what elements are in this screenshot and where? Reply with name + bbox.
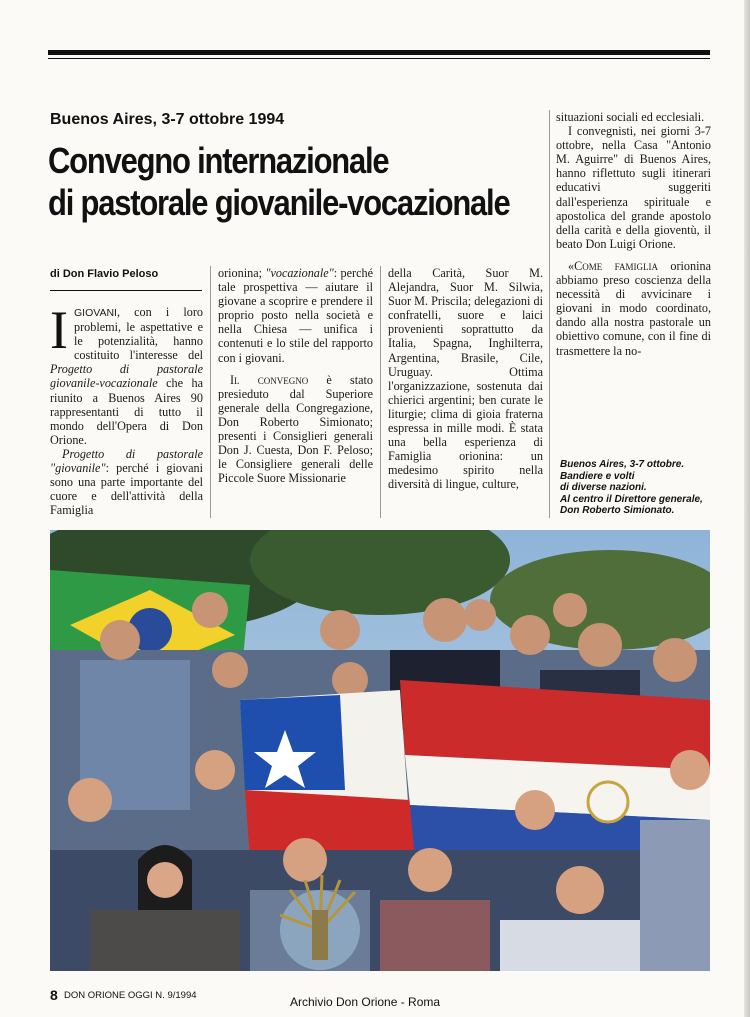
column-2 [218,266,373,485]
title-line-2: di pastorale giovanile-vocazionale [48,182,510,223]
paragraph: Progetto di pastorale "giovanile": perché i giovani sono una parte importante del cuore e dell'attività della Famiglia [50,446,203,518]
column-divider [380,266,381,518]
drop-cap: I [50,300,68,360]
paragraph: della Carità, Suor M. Alejandra, Suor M. Silwia, Suor M. Priscila; delegazioni di confratelli, suore e laici provenienti soprattutto da Italia, Spagna, Inghilterra, Argentina, Brasile, Cile, Uruguay. Ottima l'organizzazione, sostenuta dai chierici argentini; ben curate le liturgie; clima di gioia fraterna espressa in mille modi. È stata una bella esperienza di Famiglia orionina: un medesimo spirito nella diversità di lingue, culture, [388,266,543,492]
paragraph: situazioni sociali ed ecclesiali. [556,110,705,124]
column-divider [549,110,550,518]
photo-caption: Buenos Aires, 3-7 ottobre. Bandiere e volti di diverse nazioni. Al centro il Direttore generale, Don Roberto Simionato. [560,459,703,517]
paragraph: Il convegno è stato presieduto dal Superiore generale della Congregazione, Don Roberto Simionato; presenti i Consiglieri generali Don J. Cuesta, Don F. Peloso; le Consigliere generali delle Piccole Suore Missionarie [218,372,373,486]
page-number: 8 [50,987,58,1003]
group-photo-illustration [50,530,710,971]
page-edge [744,0,750,1017]
lead-word: «Come famiglia [568,258,658,273]
lead-word: Il convegno [230,372,309,387]
paragraph: orionina; "vocazionale": perché tale prospettiva — aiutare il giovane a scoprire e prendere il proprio posto nella società e nella Chiesa — unifica i contenuti e lo stile del rapporto con i giovani. [218,266,373,365]
dateline: Buenos Aires, 3-7 ottobre 1994 [50,111,285,128]
paragraph: IGIOVANI, con i loro problemi, le aspettative e le potenzialità, hanno costituito l'interesse del Progetto di pastorale giovanile-vocazionale che ha riunito a Buenos Aires 90 rappresentanti di tutto il mondo dell'Opera di Don Orione. [50,300,203,447]
top-rule [48,50,710,55]
byline-rule [50,290,202,291]
magazine-issue: DON ORIONE OGGI N. 9/1994 [64,990,197,1001]
column-1 [50,300,203,518]
paragraph: «Come famiglia orionina abbiamo preso coscienza della necessità di avvicinare i giovani in modo coordinato, dando alla nostra pastorale un obiettivo comune, con il fine di trasmettere la no- [556,258,711,358]
column-3 [388,266,543,492]
lead-word: GIOVANI [73,307,117,319]
top-rule-thin [48,58,710,59]
group-photo [50,530,710,971]
title-line-1: Convegno internazionale [48,140,389,181]
archive-credit: Archivio Don Orione - Roma [290,995,441,1009]
column-4 [556,110,711,358]
article-title [48,140,510,224]
byline: di Don Flavio Peloso [50,268,159,280]
column-divider [210,266,211,518]
paragraph: I convegnisti, nei giorni 3-7 ottobre, nella Casa "Antonio M. Aguirre" di Buenos Aires, hanno riflettuto sugli itinerari educativi suggeriti dall'esperienza spirituale e apostolica del grande apostolo della carità e della gioventù, il beato Don Luigi Orione. [556,124,711,251]
